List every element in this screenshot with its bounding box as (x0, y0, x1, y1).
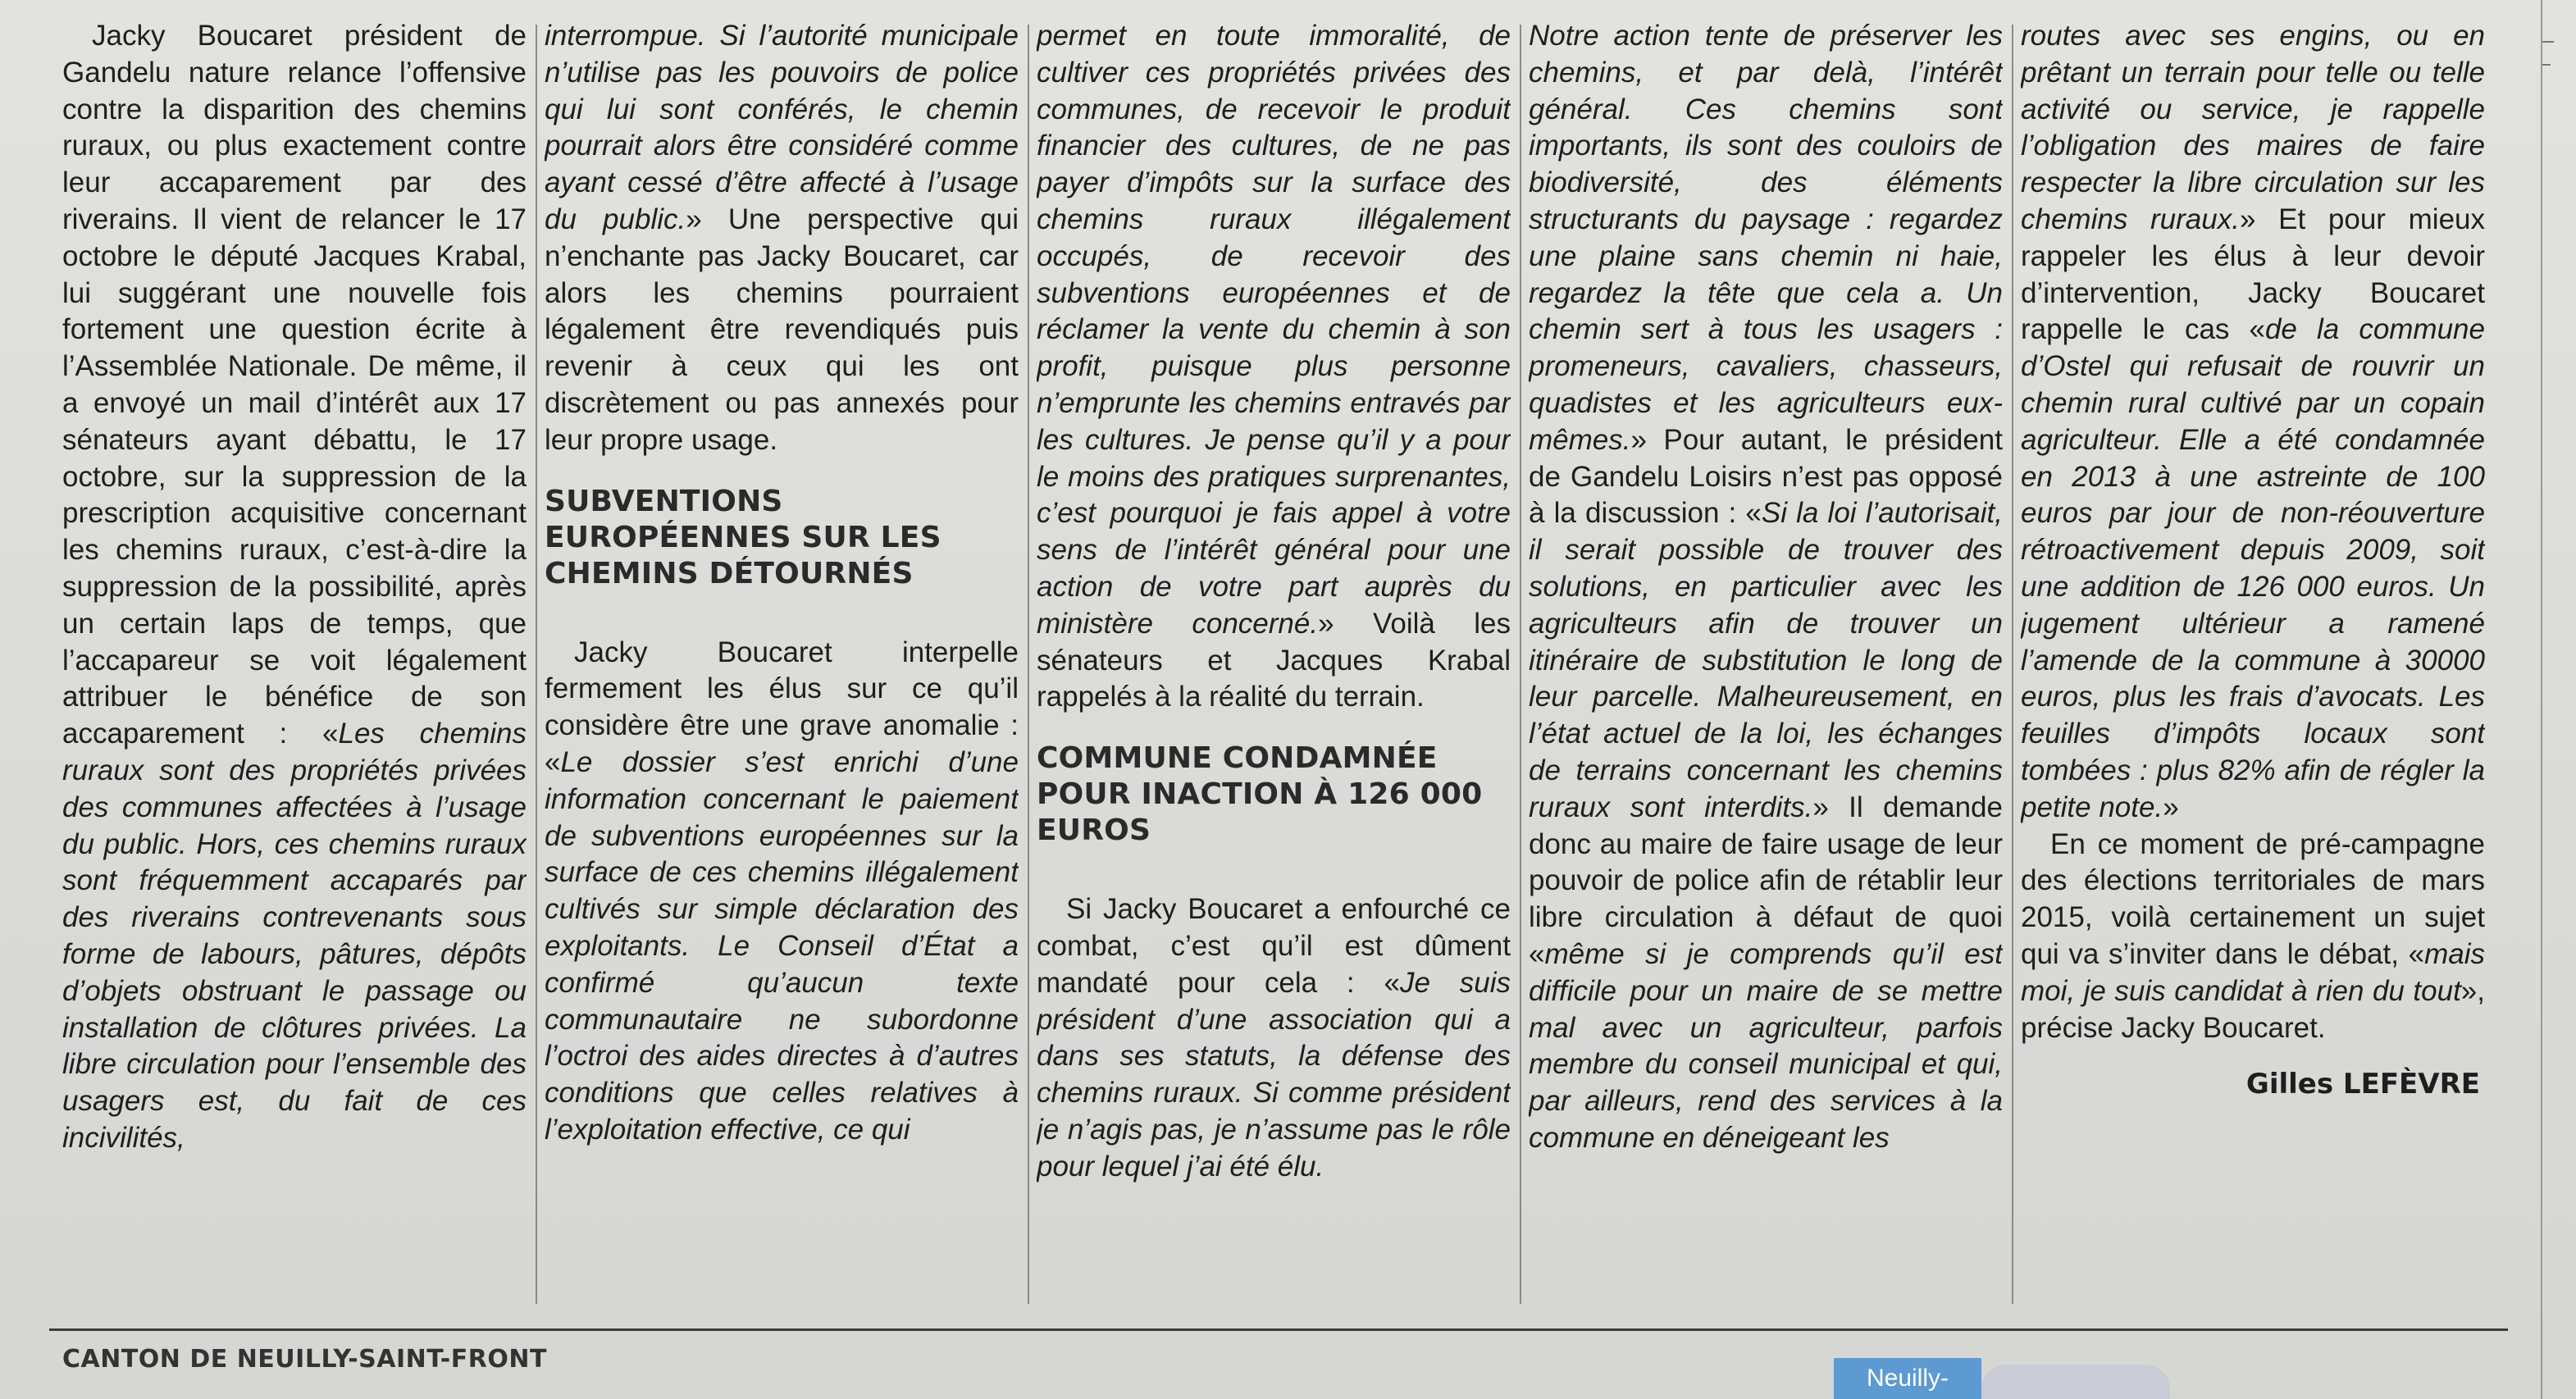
column-4 (1529, 18, 2003, 1306)
quote-text: Le dossier s’est enrichi d’une information concernant le paiement de subventions européennes sur la surface de ces chemins illégalement cultivés sur simple déclaration des exploitants. Le Conseil d’État a confirmé qu’aucun texte communautaire ne subordonne l’octroi des aides directes à d’autres conditions que celles relatives à l’exploitation effective, ce qui (545, 745, 1019, 1146)
paragraph (1529, 18, 2003, 1157)
paragraph (545, 18, 1019, 459)
body-text: » Voilà les sénateurs et Jacques Krabal rappelés à la réalité du terrain. (1037, 607, 1511, 713)
quote-text: mais moi, je suis candidat à rien du tout (2021, 937, 2485, 1007)
column-divider (536, 25, 537, 1304)
column-1 (62, 18, 527, 1306)
body-text: » Pour autant, le président de Gandelu Loisirs n’est pas opposé à la discussion : « (1529, 423, 2003, 530)
map-shape (1981, 1365, 2170, 1399)
quote-text: de la commune d’Ostel qui refusait de rouvrir un chemin rural cultivé par un copain agriculteur. Elle a été condamnée en 2013 à une astreinte de 100 euros par jour de non-réouverture rétroactivement depuis 2009, soit une addition de 126 000 euros. Un jugement ultérieur a ramené l’amende de la commune à 30000 euros, plus les frais d’avocats. Les feuilles d’impôts locaux sont tombées : plus 82% afin de régler la petite note. (2021, 313, 2485, 823)
page-edge-rule (2541, 0, 2542, 1399)
column-divider (1520, 25, 1521, 1304)
body-text: » Il demande donc au maire de faire usage de leur pouvoir de police afin de rétablir leur libre circulation à défaut de quoi « (1529, 791, 2003, 970)
paragraph (2021, 827, 2485, 1047)
quote-text: interrompue. Si l’autorité municipale n’utilise pas les pouvoirs de police qui lui sont conférés, le chemin pourrait alors être considéré comme ayant cessé d’être affecté à l’usage du public. (545, 20, 1019, 235)
section-label: CANTON DE NEUILLY-SAINT-FRONT (62, 1345, 547, 1374)
body-text: » Et pour mieux rappeler les élus à leur devoir d’intervention, Jacky Boucaret rappelle le cas « (2021, 203, 2485, 346)
map-location-badge: Neuilly- (1834, 1358, 1981, 1399)
body-text: En ce moment de pré-campagne des élections territoriales de mars 2015, voilà certainement un sujet qui va s’inviter dans le débat, « (2021, 827, 2485, 970)
quote-text: Je suis président d’une association qui a dans ses statuts, la défense des chemins ruraux. Si comme président je n’agis pas, je n’assume pas le rôle pour lequel j’ai été élu. (1037, 966, 1511, 1183)
page-edge-tick (2542, 64, 2551, 66)
quote-text: Notre action tente de préserver les chemins, et par delà, l’intérêt général. Ces chemins sont importants, ils sont des couloirs de biodiversité, des éléments structurants du paysage : regardez une plaine sans chemin ni haie, regardez la tête que cela a. Un chemin sert à tous les usagers : promeneurs, cavaliers, chasseurs, quadistes et les agriculteurs eux-mêmes. (1529, 20, 2003, 456)
quote-text: Les chemins ruraux sont des propriétés privées des communes affectées à l’usage du public. Hors, ces chemins ruraux sont fréquemment accaparés par des riverains contrevenants sous forme de labours, pâtures, dépôts d’objets obstruant le passage ou installation de clôtures privées. La libre circulation pour l’ensemble des usagers est, du fait de ces incivilités, (62, 718, 527, 1154)
body-text: » Une perspective qui n’enchante pas Jacky Boucaret, car alors les chemins pourraient légalement être revendiqués puis revenir à ceux qui les ont discrètement ou pas annexés pour leur propre usage. (545, 203, 1019, 456)
page-edge-tick (2542, 41, 2554, 43)
body-text: », précise Jacky Boucaret. (2021, 974, 2485, 1044)
body-text: Si Jacky Boucaret a enfourché ce combat, c’est qu’il est dûment mandaté pour cela : « (1037, 893, 1511, 999)
article-columns (62, 18, 2508, 1306)
column-divider (2012, 25, 2013, 1304)
paragraph (1037, 18, 1511, 716)
column-divider (1028, 25, 1029, 1304)
author-signature: Gilles LEFÈVRE (2245, 1068, 2480, 1101)
quote-text: même si je comprends qu’il est difficile pour un maire de se mettre mal avec un agriculteur, parfois membre du conseil municipal et qui, par ailleurs, rend des services à la commune en déneigeant les (1529, 937, 2003, 1154)
section-heading-subventions: SUBVENTIONS EUROPÉENNES SUR LES CHEMINS DÉTOURNÉS (545, 484, 941, 590)
quote-text: routes avec ses engins, ou en prêtant un terrain pour telle ou telle activité ou service, je rappelle l’obligation des maires de faire respecter la libre circulation sur les chemins ruraux. (2021, 20, 2485, 235)
column-5 (2021, 18, 2485, 1306)
body-text: Jacky Boucaret interpelle fermement les élus sur ce qu’il considère être une grave anomalie : « (545, 636, 1019, 778)
quote-text: permet en toute immoralité, de cultiver ces propriétés privées des communes, de recevoir le produit financier des cultures, de ne pas payer d’impôts sur la surface des chemins ruraux illégalement occupés, de recevoir des subventions européennes et de réclamer la vente du chemin à son profit, puisque plus personne n’emprunte les chemins entravés par les cultures. Je pense qu’il y a pour le moins des pratiques surprenantes, c’est pourquoi je fais appel à votre sens de l’intérêt général pour une action de votre part auprès du ministère concerné. (1037, 20, 1511, 640)
column-3 (1037, 18, 1511, 1306)
paragraph (1037, 891, 1511, 1185)
section-heading-commune: COMMUNE CONDAMNÉE POUR INACTION À 126 000 EUROS (1037, 741, 1483, 848)
column-2 (545, 18, 1019, 1306)
paragraph (545, 635, 1019, 1149)
paragraph (2021, 18, 2485, 827)
paragraph (62, 18, 527, 1157)
body-text: Jacky Boucaret président de Gandelu nature relance l’offensive contre la disparition des chemins ruraux, ou plus exactement contre leur accaparement par des riverains. Il vient de relancer le 17 octobre le député Jacques Krabal, lui suggérant une nouvelle fois fortement une question écrite à l’Assemblée Nationale. De même, il a envoyé un mail d’intérêt aux 17 sénateurs ayant débattu, le 17 octobre, sur la suppression de la prescription acquisitive concernant les chemins ruraux, c’est-à-dire la suppression de la possibilité, après un certain laps de temps, que l’accapareur se voit légalement attribuer le bénéfice de son accaparement : « (62, 20, 527, 750)
quote-text: Si la loi l’autorisait, il serait possible de trouver des solutions, en particulier avec les agriculteurs afin de trouver un itinéraire de substitution le long de leur parcelle. Malheureusement, en l’état actuel de la loi, les échanges de terrains concernant les chemins ruraux sont interdits. (1529, 497, 2003, 823)
body-text: » (2163, 791, 2179, 823)
footer-rule (49, 1328, 2508, 1331)
